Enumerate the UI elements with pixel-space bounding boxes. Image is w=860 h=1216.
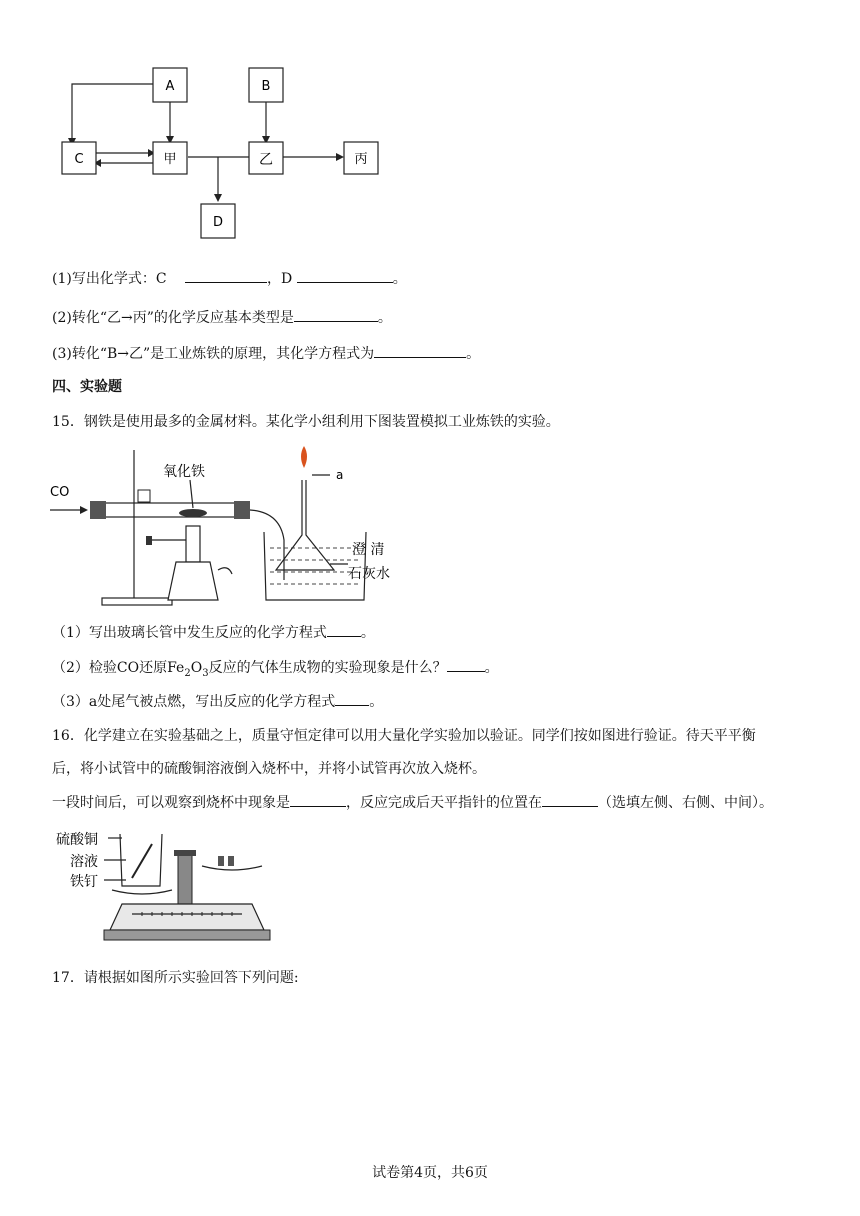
page-footer: 试卷第4页，共6页 bbox=[372, 1165, 488, 1181]
flowchart-diagram bbox=[0, 60, 420, 250]
iron-oxide-sample bbox=[179, 509, 207, 517]
flow-arrows bbox=[68, 84, 344, 202]
node-a bbox=[153, 68, 187, 102]
stand-base bbox=[102, 598, 172, 605]
node-d bbox=[201, 204, 235, 238]
node-a-label: A bbox=[165, 79, 175, 94]
iron-smelting-apparatus bbox=[48, 440, 408, 610]
node-b bbox=[249, 68, 283, 102]
answer-blank[interactable] bbox=[290, 792, 346, 807]
answer-blank[interactable] bbox=[327, 622, 361, 637]
q16-line-2: 后，将小试管中的硫酸铜溶液倒入烧杯中，并将小试管再次放入烧杯。 bbox=[52, 761, 486, 777]
tube-stopper-left bbox=[90, 501, 106, 519]
left-pan bbox=[112, 890, 172, 894]
answer-blank[interactable] bbox=[335, 691, 369, 706]
balance-base bbox=[110, 904, 264, 930]
limewater-label-1: 澄 清 bbox=[352, 542, 385, 558]
q14-item-3: (3)转化“B→乙”是工业炼铁的原理，其化学方程式为 。 bbox=[52, 343, 480, 364]
q15-item-3: （3）a处尾气被点燃，写出反应的化学方程式 。 bbox=[52, 691, 383, 712]
label-iron-nail: 铁钉 bbox=[70, 874, 98, 890]
label-copper-sulfate: 硫酸铜 bbox=[56, 832, 98, 848]
iron-oxide-label: 氧化铁 bbox=[163, 464, 205, 480]
node-c bbox=[62, 142, 96, 174]
q14-item-1: (1)写出化学式：C ，D 。 bbox=[52, 268, 407, 289]
answer-blank[interactable] bbox=[185, 268, 267, 283]
section-heading: 四、实验题 bbox=[52, 379, 122, 395]
node-jia-label: 甲 bbox=[163, 152, 177, 167]
q16-line-3: 一段时间后，可以观察到烧杯中现象是 ，反应完成后天平指针的位置在 （选填左侧、右侧、中间）。 bbox=[52, 792, 773, 813]
tube-stopper-right bbox=[234, 501, 250, 519]
q16-line-1: 16．化学建立在实验基础之上，质量守恒定律可以用大量化学实验加以验证。同学们按如图进行验证。待天平平衡 bbox=[52, 728, 756, 744]
q15-item-1: （1）写出玻璃长管中发生反应的化学方程式 。 bbox=[52, 622, 375, 643]
answer-blank[interactable] bbox=[542, 792, 598, 807]
node-yi-label: 乙 bbox=[259, 152, 273, 168]
node-d-label: D bbox=[212, 215, 224, 230]
label-a: a bbox=[336, 468, 344, 482]
node-c-label: C bbox=[74, 152, 84, 167]
node-bing-label: 丙 bbox=[354, 152, 368, 167]
q15-stem: 15．钢铁是使用最多的金属材料。某化学小组利用下图装置模拟工业炼铁的实验。 bbox=[52, 414, 560, 430]
right-pan bbox=[202, 866, 262, 870]
balance-pillar bbox=[178, 854, 192, 904]
balance-apparatus bbox=[52, 826, 272, 946]
flame bbox=[301, 446, 307, 468]
node-b-label: B bbox=[261, 79, 271, 94]
co-label: CO bbox=[50, 485, 70, 500]
answer-blank[interactable] bbox=[297, 268, 393, 283]
test-tube bbox=[132, 844, 152, 878]
node-yi bbox=[249, 142, 283, 174]
arrow-a-to-c bbox=[72, 84, 153, 140]
q14-item-2: (2)转化“乙→丙”的化学反应基本类型是 。 bbox=[52, 307, 392, 328]
small-beaker bbox=[120, 834, 162, 886]
node-jia bbox=[153, 142, 187, 174]
answer-blank[interactable] bbox=[374, 343, 466, 358]
q17-stem: 17．请根据如图所示实验回答下列问题: bbox=[52, 970, 299, 986]
answer-blank[interactable] bbox=[294, 307, 378, 322]
label-solution: 溶液 bbox=[70, 854, 98, 870]
node-bing bbox=[344, 142, 378, 174]
glass-tube bbox=[92, 503, 248, 517]
funnel bbox=[276, 480, 334, 570]
burner-base bbox=[168, 562, 218, 600]
q15-item-2: （2）检验CO还原$Fe_2O_3$反应的气体生成物的实验现象是什么？ 。 bbox=[52, 657, 499, 684]
clamp bbox=[138, 490, 150, 502]
limewater-label-2: 石灰水 bbox=[348, 566, 390, 582]
burner-tube bbox=[186, 526, 200, 562]
answer-blank[interactable] bbox=[447, 657, 485, 672]
